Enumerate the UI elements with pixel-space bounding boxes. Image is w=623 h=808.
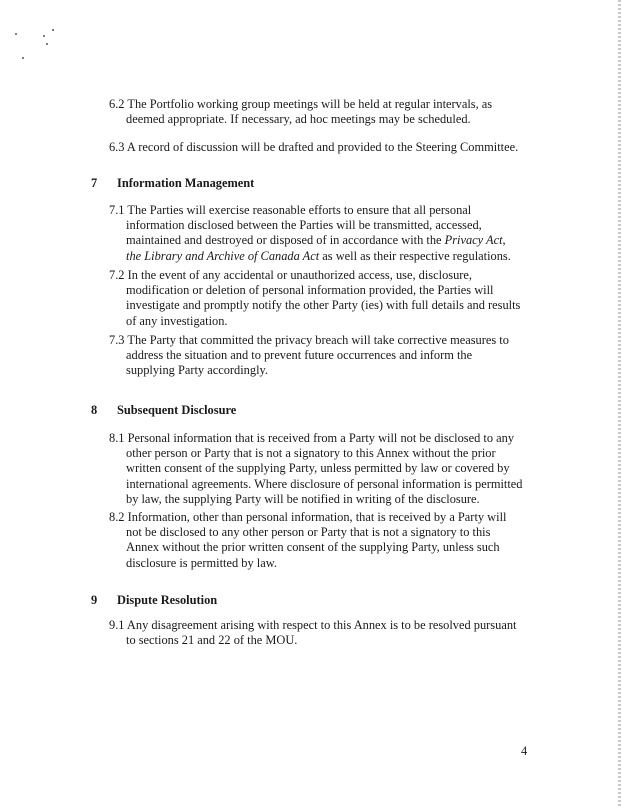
section-title: Information Management <box>117 176 255 190</box>
clause-number: 9.1 <box>109 618 125 632</box>
section-heading-9 <box>91 593 217 608</box>
clause-text: The Portfolio working group meetings will be held at regular intervals, as deemed appropriate. If necessary, ad hoc meetings may be scheduled. <box>126 97 493 127</box>
clause-number: 6.3 <box>109 140 125 154</box>
clause-8-1 <box>109 431 525 507</box>
clause-7-2 <box>109 268 521 329</box>
page-number: 4 <box>521 744 528 758</box>
clause-7-1 <box>109 203 521 264</box>
clause-6-3 <box>109 140 519 155</box>
act-citation: Privacy Act, the Library and Archive of Canada Act <box>126 233 506 263</box>
clause-number: 8.1 <box>109 431 125 445</box>
scan-speck <box>46 43 48 45</box>
section-number: 7 <box>91 176 98 190</box>
scan-speck <box>43 35 45 37</box>
clause-number: 7.1 <box>109 203 125 217</box>
clause-number: 7.2 <box>109 268 125 282</box>
clause-text: Any disagreement arising with respect to this Annex is to be resolved pursuant to sections 21 and 22 of the MOU. <box>126 618 517 648</box>
clause-number: 8.2 <box>109 510 125 524</box>
scan-edge <box>618 0 621 808</box>
section-title: Subsequent Disclosure <box>117 403 237 417</box>
section-number: 9 <box>91 593 98 607</box>
clause-6-2 <box>109 97 519 127</box>
scan-speck <box>15 33 17 35</box>
clause-number: 6.2 <box>109 97 125 111</box>
clause-text: The Party that committed the privacy breach will take corrective measures to address the situation and to prevent future occurrences and inform the supplying Party accordingly. <box>126 333 509 378</box>
scan-speck <box>22 57 24 59</box>
clause-number: 7.3 <box>109 333 125 347</box>
section-heading-8 <box>91 403 236 418</box>
section-title: Dispute Resolution <box>117 593 218 607</box>
clause-text: In the event of any accidental or unauthorized access, use, disclosure, modification or deletion of personal information provided, the Parties will investigate and promptly notify the other Party (ies) with full details and results of any investigation. <box>126 268 521 328</box>
section-number: 8 <box>91 403 98 417</box>
section-heading-7 <box>91 176 254 191</box>
clause-9-1 <box>109 618 521 648</box>
clause-text: A record of discussion will be drafted and provided to the Steering Committee. <box>126 140 519 154</box>
scan-speck <box>52 29 54 31</box>
clause-text: Information, other than personal information, that is received by a Party will not be disclosed to any other person or Party that is not a signatory to this Annex without the prior written consent of the supplying Party, unless such disclosure is permitted by law. <box>126 510 507 570</box>
clause-8-2 <box>109 510 521 571</box>
clause-7-3 <box>109 333 521 379</box>
clause-text: as well as their respective regulations. <box>319 248 511 263</box>
clause-text: Personal information that is received from a Party will not be disclosed to any other person or Party that is not a signatory to this Annex without the prior written consent of the supplying Party, unless permitted by law or covered by international agreements. Where disclosure of personal information is permitted by law, the supplying Party will be notified in writing of the disclosure. <box>126 431 523 506</box>
clause-text: The Parties will exercise reasonable efforts to ensure that all personal information disclosed between the Parties will be transmitted, accessed, maintained and destroyed or disposed of in accordance with the <box>126 203 482 248</box>
